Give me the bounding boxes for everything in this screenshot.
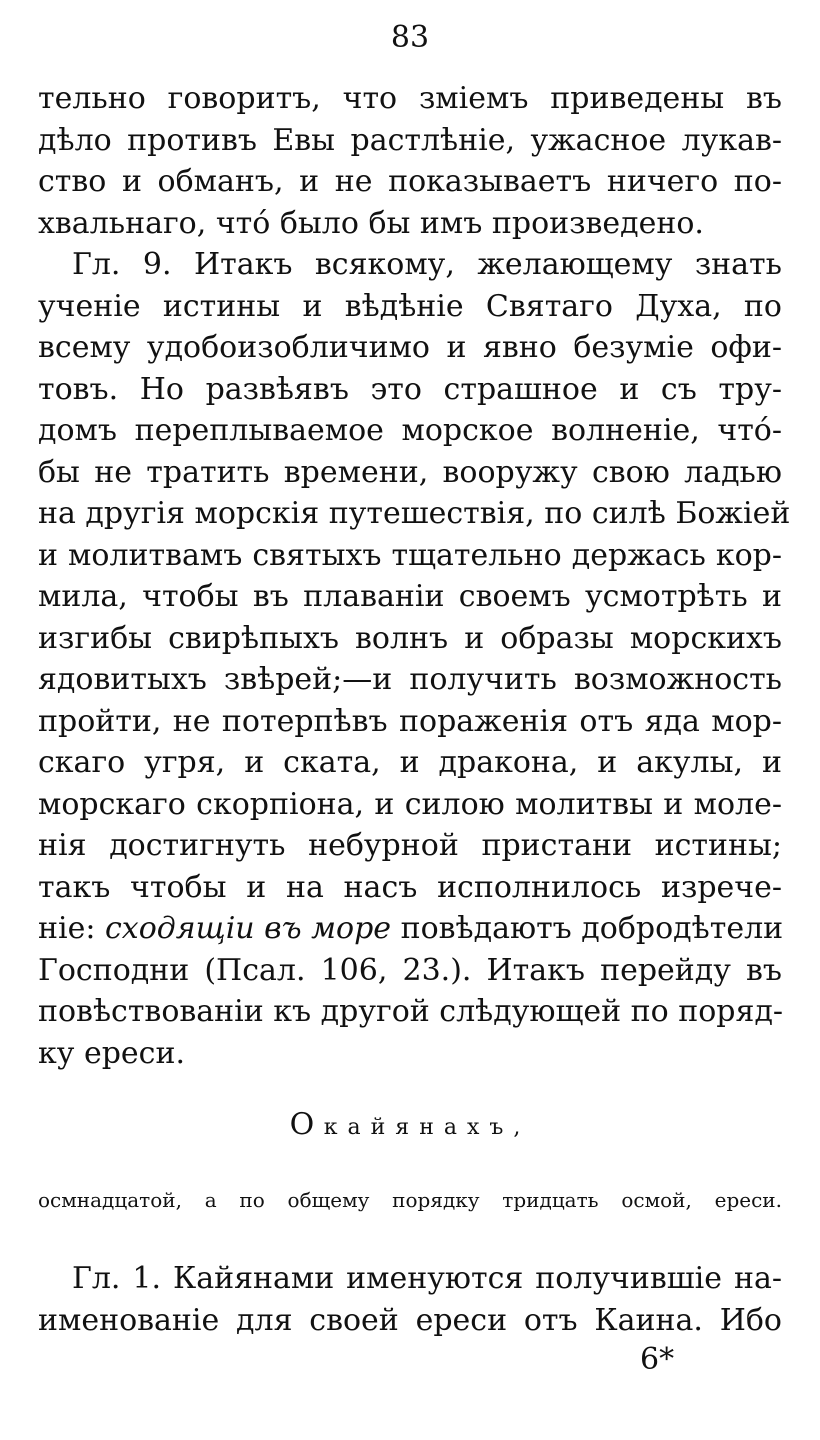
text-line: Господни (Псал. 106, 23.). Итакъ перейду въ [38, 952, 782, 988]
section-subtitle: осмнадцатой, а по общему порядку тридцать осмой, ереси. [38, 1188, 782, 1212]
text-line: Гл. 1. Кайянами именуются получившіе на- [72, 1261, 782, 1296]
text-line: изгибы свирѣпыхъ волнъ и образы морскихъ [38, 620, 782, 656]
text-line: повѣствованіи къ другой слѣдующей по поряд- [38, 994, 784, 1029]
text-line: бы не тратить времени, вооружу свою ладью [38, 454, 782, 490]
section-title [0, 1105, 820, 1148]
text-line: пройти, не потерпѣвъ пораженія отъ яда мор- [38, 703, 782, 739]
text-line: мила, чтобы въ плаваніи своемъ усмотрѣть и [38, 579, 782, 614]
text-line: ядовитыхъ звѣрей;—и получить возможность [38, 662, 782, 697]
signature-mark: 6* [640, 1342, 675, 1377]
text-line: дѣло противъ Евы растлѣніе, ужасное лукав- [38, 122, 782, 158]
text-line: и молитвамъ святыхъ тщательно держась кор- [38, 537, 782, 573]
text-line: тельно говоритъ, что зміемъ приведены въ [38, 81, 782, 116]
text-line: именованіе для своей ереси отъ Каина. Ибо [38, 1302, 782, 1338]
text-line: всему удобоизобличимо и явно безуміе офи- [38, 330, 782, 365]
quote-after: повѣдаютъ добродѣтели [391, 911, 784, 946]
quote-line [38, 908, 782, 950]
quote-before: ніе: [38, 911, 105, 946]
text-line: Гл. 9. Итакъ всякому, желающему знать [72, 247, 782, 282]
text-line: морскаго скорпіона, и силою молитвы и моле- [38, 786, 782, 822]
scripture-quote: сходящіи въ море [105, 911, 392, 946]
text-line: на другія морскія путешествія, по силѣ Божіей [38, 496, 791, 531]
main-text [38, 78, 791, 1074]
text-line: нія достигнуть небурной пристани истины; [38, 828, 782, 863]
text-line: скаго угря, и ската, и дракона, и акулы, и [38, 745, 782, 780]
text-line: товъ. Но развѣявъ это страшное и съ тру- [38, 371, 782, 407]
text-line: хвальнаго, чтó было бы имъ произведено. [38, 205, 704, 241]
text-line: ство и обманъ, и не показываетъ ничего по- [38, 164, 782, 199]
text-line: ку ереси. [38, 1035, 185, 1071]
section-title-rest: кайянахъ, [323, 1115, 531, 1140]
chapter-text [38, 1258, 782, 1341]
section-title-first: О [289, 1107, 315, 1142]
page-number: 83 [390, 20, 430, 55]
text-line: такъ чтобы и на насъ исполнилось изрече- [38, 869, 782, 905]
text-line: домъ переплываемое морское волненіе, чтó- [38, 413, 782, 448]
text-line: ученіе истины и вѣдѣніе Святаго Духа, по [38, 288, 782, 324]
